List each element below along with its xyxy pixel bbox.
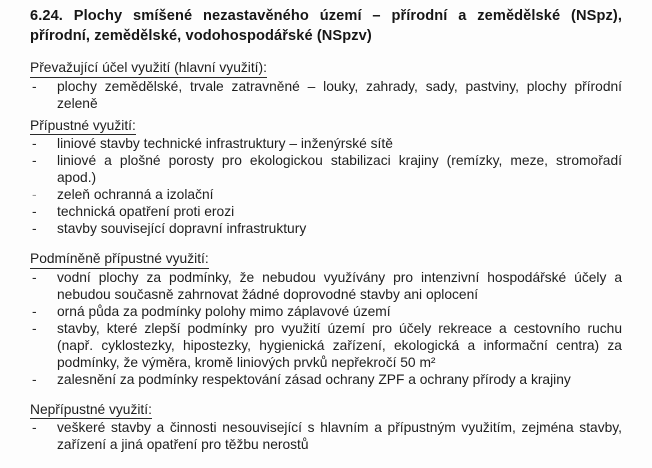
section-heading-text: Podmíněně přípustné využití: <box>30 250 209 269</box>
section-permitted-use <box>30 117 622 238</box>
section-conditionally-permitted-use <box>30 250 622 388</box>
list-item <box>30 269 622 303</box>
section-heading-impermissible-use <box>30 401 622 420</box>
list-item-text: liniové stavby technické infrastruktury – inženýrské sítě <box>57 136 393 151</box>
list-item-text: zeleň ochranná a izolační <box>57 187 214 202</box>
list-item-text: veškeré stavby a činnosti nesouvisející s hlavním a přípustným využitím, zejména stavby, zařízení a jiná opatření pro těžbu nerostů <box>57 420 622 452</box>
list-item-text: zalesnění za podmínky respektování zásad ochrany ZPF a ochrany přírody a krajiny <box>57 371 571 387</box>
list-item <box>30 320 622 371</box>
section-heading-text: Přípustné využití: <box>30 117 136 136</box>
dash-marker <box>32 78 37 95</box>
list-item <box>30 371 622 388</box>
bullet-list-main-use <box>30 78 622 112</box>
list-item <box>30 303 622 320</box>
dash-marker <box>32 203 37 220</box>
dash-marker <box>32 371 37 388</box>
list-item-text: stavby související dopravní infrastruktury <box>57 221 307 236</box>
list-item <box>30 203 622 220</box>
list-item-text: orná půda za podmínky polohy mimo záplavové území <box>57 303 391 319</box>
section-heading-permitted-use <box>30 117 622 136</box>
section-main-use <box>30 59 622 112</box>
list-item-text: technická opatření proti erozi <box>57 204 235 219</box>
bullet-list-conditionally-permitted-use <box>30 269 622 388</box>
dash-marker <box>32 419 37 436</box>
list-item <box>30 220 622 237</box>
section-heading-text: Nepřípustné využití: <box>30 401 152 420</box>
dash-marker <box>32 152 37 169</box>
dash-marker <box>32 303 37 320</box>
document-title: 6.24. Plochy smíšené nezastavěného území – přírodní a zemědělské (NSpz), přírodní, zemědělské, vodohospodářské (NSpzv) <box>30 8 622 44</box>
section-impermissible-use <box>30 401 622 454</box>
list-item-text: stavby, které zlepší podmínky pro využití území pro účely rekreace a cestovního ruchu (např. cyklostezky, hipostezky, hygienická zařízení, ekologická a informační centra) za podmínky, že výměra, kromě liniových prvků nepřekročí 50 m² <box>57 320 622 370</box>
list-item-text: vodní plochy za podmínky, že nebudou využívány pro intenzivní hospodářské účely a nebudou současně zahrnovat žádné doprovodné stavby ani oplocení <box>57 269 622 302</box>
list-item <box>30 419 622 453</box>
list-item-text: plochy zemědělské, trvale zatravněné – louky, zahrady, sady, pastviny, plochy přírodní zeleně <box>57 78 622 111</box>
bullet-list-permitted-use <box>30 135 622 237</box>
list-item <box>30 186 622 203</box>
list-item-text: liniové a plošné porosty pro ekologickou stabilizaci krajiny (remízky, meze, stromořadí apod.) <box>57 153 622 185</box>
section-heading-conditionally-permitted-use <box>30 250 622 269</box>
list-item <box>30 78 622 112</box>
bullet-list-impermissible-use <box>30 419 622 453</box>
dash-marker <box>32 320 37 337</box>
list-item <box>30 135 622 152</box>
section-heading-text: Převažující účel využití (hlavní využití): <box>30 59 267 78</box>
list-item <box>30 152 622 186</box>
dash-marker <box>32 220 37 237</box>
dash-marker <box>32 269 37 286</box>
dash-marker <box>32 135 37 152</box>
section-heading-main-use <box>30 59 622 78</box>
dash-marker <box>32 186 37 203</box>
